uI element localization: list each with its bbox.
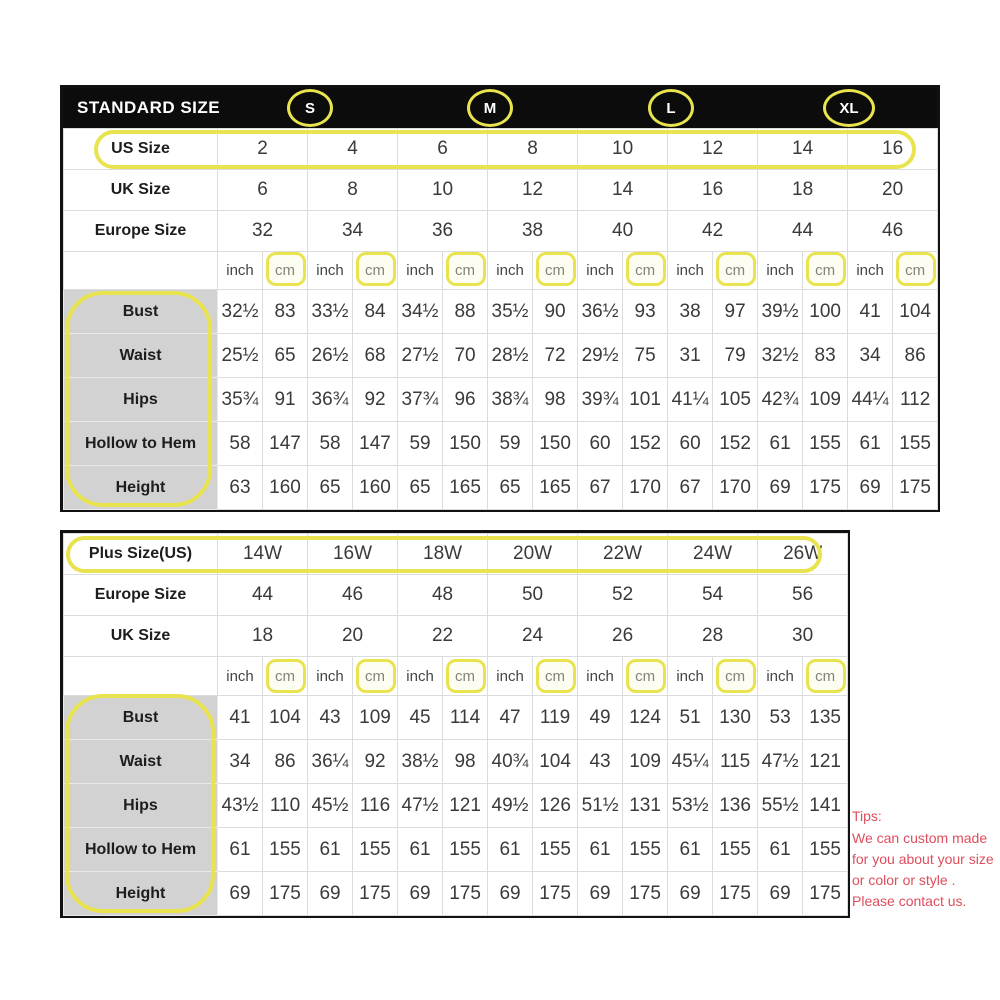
measure-cell: 61	[668, 828, 713, 872]
unit-cell: inch	[668, 252, 713, 290]
unit-cell: cm	[263, 252, 308, 290]
measure-cell: 150	[443, 422, 488, 466]
measure-cell: 131	[623, 784, 668, 828]
unit-cell: inch	[488, 657, 533, 696]
size-cell: 46	[308, 575, 398, 616]
measure-cell: 61	[488, 828, 533, 872]
size-cell: 30	[758, 616, 848, 657]
measure-cell: 93	[623, 290, 668, 334]
measure-cell: 69	[488, 872, 533, 916]
size-row	[64, 170, 938, 211]
size-cell: 20W	[488, 534, 578, 575]
measure-cell: 33½	[308, 290, 353, 334]
size-cell: 22	[398, 616, 488, 657]
tips-line: We can custom made	[852, 830, 988, 846]
measure-row	[64, 334, 938, 378]
measure-cell: 51	[668, 696, 713, 740]
measure-cell: 92	[353, 740, 398, 784]
measure-cell: 175	[263, 872, 308, 916]
measure-cell: 155	[803, 828, 848, 872]
tips-line: or color or style .	[852, 872, 956, 888]
measure-cell: 38½	[398, 740, 443, 784]
measure-cell: 65	[398, 466, 443, 510]
size-cell: 10	[398, 170, 488, 211]
unit-label-empty	[64, 657, 218, 696]
measure-cell: 114	[443, 696, 488, 740]
measure-cell: 51½	[578, 784, 623, 828]
measure-cell: 67	[578, 466, 623, 510]
measure-cell: 35½	[488, 290, 533, 334]
measure-cell: 61	[758, 828, 803, 872]
unit-cell: cm	[623, 252, 668, 290]
unit-cell: inch	[308, 252, 353, 290]
size-cell: 38	[488, 211, 578, 252]
measure-row	[64, 828, 848, 872]
size-cell: 22W	[578, 534, 668, 575]
measure-cell: 61	[398, 828, 443, 872]
measure-cell: 61	[758, 422, 803, 466]
size-cell: 12	[488, 170, 578, 211]
size-cell: 26	[578, 616, 668, 657]
measure-cell: 36¾	[308, 378, 353, 422]
measure-cell: 175	[803, 872, 848, 916]
measure-cell: 36¼	[308, 740, 353, 784]
measure-cell: 31	[668, 334, 713, 378]
measure-cell: 26½	[308, 334, 353, 378]
measure-row	[64, 422, 938, 466]
unit-cell: inch	[488, 252, 533, 290]
measure-cell: 105	[713, 378, 758, 422]
measure-cell: 175	[713, 872, 758, 916]
size-cell: 34	[308, 211, 398, 252]
measure-cell: 115	[713, 740, 758, 784]
size-letter-xl: XL	[823, 89, 875, 127]
measure-cell: 155	[713, 828, 758, 872]
measure-cell: 90	[533, 290, 578, 334]
measure-cell: 116	[353, 784, 398, 828]
measure-cell: 69	[308, 872, 353, 916]
unit-cell: cm	[443, 657, 488, 696]
measure-cell: 38	[668, 290, 713, 334]
measure-cell: 83	[803, 334, 848, 378]
measure-cell: 155	[893, 422, 938, 466]
measure-cell: 47	[488, 696, 533, 740]
size-cell: 26W	[758, 534, 848, 575]
size-cell: 16	[848, 129, 938, 170]
measure-cell: 109	[353, 696, 398, 740]
measure-cell: 61	[218, 828, 263, 872]
measure-cell: 98	[443, 740, 488, 784]
unit-cell: cm	[353, 252, 398, 290]
measure-row	[64, 466, 938, 510]
measure-cell: 42¾	[758, 378, 803, 422]
size-cell: 14	[578, 170, 668, 211]
unit-cell: inch	[308, 657, 353, 696]
measure-cell: 32½	[758, 334, 803, 378]
measure-cell: 135	[803, 696, 848, 740]
measure-cell: 28½	[488, 334, 533, 378]
row-label: Hips	[64, 784, 218, 828]
size-cell: 16	[668, 170, 758, 211]
unit-cell: cm	[713, 252, 758, 290]
size-cell: 8	[308, 170, 398, 211]
measure-cell: 39¾	[578, 378, 623, 422]
measure-cell: 160	[263, 466, 308, 510]
unit-cell: inch	[398, 657, 443, 696]
measure-cell: 109	[623, 740, 668, 784]
measure-cell: 175	[893, 466, 938, 510]
measure-cell: 47½	[398, 784, 443, 828]
measure-cell: 104	[533, 740, 578, 784]
size-row	[64, 575, 848, 616]
measure-cell: 175	[443, 872, 488, 916]
measure-cell: 88	[443, 290, 488, 334]
measure-cell: 92	[353, 378, 398, 422]
size-cell: 10	[578, 129, 668, 170]
measure-cell: 49	[578, 696, 623, 740]
measure-cell: 155	[353, 828, 398, 872]
measure-cell: 55½	[758, 784, 803, 828]
measure-cell: 86	[263, 740, 308, 784]
size-cell: 20	[848, 170, 938, 211]
measure-cell: 43½	[218, 784, 263, 828]
measure-cell: 59	[488, 422, 533, 466]
measure-cell: 150	[533, 422, 578, 466]
row-label: UK Size	[64, 616, 218, 657]
measure-cell: 98	[533, 378, 578, 422]
size-cell: 18W	[398, 534, 488, 575]
measure-cell: 72	[533, 334, 578, 378]
measure-cell: 130	[713, 696, 758, 740]
measure-cell: 59	[398, 422, 443, 466]
measure-cell: 43	[308, 696, 353, 740]
size-cell: 24	[488, 616, 578, 657]
measure-cell: 69	[668, 872, 713, 916]
measure-cell: 75	[623, 334, 668, 378]
measure-cell: 61	[308, 828, 353, 872]
measure-cell: 152	[713, 422, 758, 466]
measure-cell: 58	[308, 422, 353, 466]
measure-cell: 100	[803, 290, 848, 334]
size-cell: 14	[758, 129, 848, 170]
standard-size-table	[60, 85, 940, 512]
measure-row	[64, 740, 848, 784]
unit-cell: inch	[578, 252, 623, 290]
size-letter-m: M	[467, 89, 513, 127]
measure-cell: 61	[578, 828, 623, 872]
measure-cell: 58	[218, 422, 263, 466]
measure-cell: 97	[713, 290, 758, 334]
measure-cell: 38¾	[488, 378, 533, 422]
measure-cell: 68	[353, 334, 398, 378]
measure-cell: 32½	[218, 290, 263, 334]
row-label: Bust	[64, 290, 218, 334]
measure-cell: 83	[263, 290, 308, 334]
measure-cell: 84	[353, 290, 398, 334]
standard-size-title: STANDARD SIZE	[77, 98, 221, 117]
unit-cell: inch	[218, 657, 263, 696]
measure-cell: 155	[533, 828, 578, 872]
unit-cell: inch	[398, 252, 443, 290]
measure-cell: 69	[578, 872, 623, 916]
measure-cell: 61	[848, 422, 893, 466]
measure-cell: 79	[713, 334, 758, 378]
measure-cell: 40¾	[488, 740, 533, 784]
measure-cell: 67	[668, 466, 713, 510]
tips-title: Tips:	[852, 808, 882, 824]
measure-cell: 29½	[578, 334, 623, 378]
measure-cell: 45¼	[668, 740, 713, 784]
measure-cell: 136	[713, 784, 758, 828]
size-cell: 12	[668, 129, 758, 170]
measure-row	[64, 290, 938, 334]
measure-cell: 170	[713, 466, 758, 510]
size-cell: 46	[848, 211, 938, 252]
measure-cell: 175	[623, 872, 668, 916]
size-cell: 32	[218, 211, 308, 252]
row-label: US Size	[64, 129, 218, 170]
row-label: UK Size	[64, 170, 218, 211]
size-cell: 20	[308, 616, 398, 657]
measure-cell: 45	[398, 696, 443, 740]
unit-cell: cm	[893, 252, 938, 290]
measure-cell: 104	[893, 290, 938, 334]
measure-cell: 175	[803, 466, 848, 510]
measure-cell: 36½	[578, 290, 623, 334]
measure-cell: 101	[623, 378, 668, 422]
measure-cell: 170	[623, 466, 668, 510]
size-cell: 16W	[308, 534, 398, 575]
measure-cell: 34	[848, 334, 893, 378]
measure-cell: 160	[353, 466, 398, 510]
row-label: Hips	[64, 378, 218, 422]
size-letter-s: S	[287, 89, 333, 127]
measure-cell: 41¼	[668, 378, 713, 422]
size-cell: 18	[758, 170, 848, 211]
measure-cell: 44¼	[848, 378, 893, 422]
measure-cell: 104	[263, 696, 308, 740]
plus-size-grid	[63, 533, 848, 916]
measure-cell: 35¾	[218, 378, 263, 422]
measure-cell: 110	[263, 784, 308, 828]
size-cell: 50	[488, 575, 578, 616]
measure-cell: 152	[623, 422, 668, 466]
measure-cell: 96	[443, 378, 488, 422]
measure-cell: 155	[443, 828, 488, 872]
size-cell: 24W	[668, 534, 758, 575]
measure-cell: 175	[353, 872, 398, 916]
unit-cell: inch	[758, 252, 803, 290]
unit-cell: cm	[533, 252, 578, 290]
unit-row	[64, 657, 848, 696]
measure-cell: 25½	[218, 334, 263, 378]
measure-cell: 63	[218, 466, 263, 510]
measure-cell: 41	[848, 290, 893, 334]
measure-cell: 49½	[488, 784, 533, 828]
measure-cell: 69	[398, 872, 443, 916]
size-cell: 52	[578, 575, 668, 616]
size-cell: 4	[308, 129, 398, 170]
size-cell: 28	[668, 616, 758, 657]
unit-cell: inch	[848, 252, 893, 290]
measure-row	[64, 872, 848, 916]
measure-cell: 65	[263, 334, 308, 378]
measure-cell: 65	[488, 466, 533, 510]
measure-cell: 165	[443, 466, 488, 510]
measure-cell: 37¾	[398, 378, 443, 422]
size-row	[64, 129, 938, 170]
measure-cell: 119	[533, 696, 578, 740]
size-row	[64, 211, 938, 252]
standard-size-grid	[63, 128, 938, 510]
measure-cell: 124	[623, 696, 668, 740]
measure-row	[64, 696, 848, 740]
size-cell: 14W	[218, 534, 308, 575]
measure-cell: 141	[803, 784, 848, 828]
unit-cell: cm	[623, 657, 668, 696]
measure-cell: 69	[758, 466, 803, 510]
size-cell: 42	[668, 211, 758, 252]
measure-cell: 147	[353, 422, 398, 466]
measure-cell: 53½	[668, 784, 713, 828]
row-label: Waist	[64, 740, 218, 784]
row-label: Bust	[64, 696, 218, 740]
measure-cell: 27½	[398, 334, 443, 378]
unit-cell: cm	[533, 657, 578, 696]
plus-size-table	[60, 530, 850, 918]
measure-cell: 147	[263, 422, 308, 466]
measure-cell: 60	[578, 422, 623, 466]
row-label: Europe Size	[64, 575, 218, 616]
unit-cell: cm	[713, 657, 758, 696]
tips-line: for you about your size	[852, 851, 994, 867]
unit-row	[64, 252, 938, 290]
size-cell: 18	[218, 616, 308, 657]
measure-cell: 70	[443, 334, 488, 378]
tips-note	[852, 806, 998, 912]
standard-size-header	[63, 88, 937, 128]
unit-label-empty	[64, 252, 218, 290]
measure-cell: 175	[533, 872, 578, 916]
row-label: Hollow to Hem	[64, 422, 218, 466]
measure-cell: 65	[308, 466, 353, 510]
measure-cell: 69	[758, 872, 803, 916]
measure-cell: 86	[893, 334, 938, 378]
row-label: Waist	[64, 334, 218, 378]
unit-cell: cm	[803, 657, 848, 696]
tips-line: Please contact us.	[852, 893, 967, 909]
size-cell: 2	[218, 129, 308, 170]
size-cell: 44	[758, 211, 848, 252]
size-cell: 56	[758, 575, 848, 616]
measure-cell: 109	[803, 378, 848, 422]
measure-cell: 112	[893, 378, 938, 422]
unit-cell: cm	[443, 252, 488, 290]
size-cell: 36	[398, 211, 488, 252]
size-cell: 44	[218, 575, 308, 616]
unit-cell: inch	[578, 657, 623, 696]
measure-cell: 165	[533, 466, 578, 510]
size-letter-l: L	[648, 89, 694, 127]
unit-cell: cm	[803, 252, 848, 290]
measure-cell: 155	[623, 828, 668, 872]
size-cell: 40	[578, 211, 668, 252]
unit-cell: inch	[218, 252, 263, 290]
row-label: Height	[64, 466, 218, 510]
row-label: Hollow to Hem	[64, 828, 218, 872]
measure-cell: 60	[668, 422, 713, 466]
measure-cell: 155	[263, 828, 308, 872]
size-cell: 6	[218, 170, 308, 211]
measure-cell: 34	[218, 740, 263, 784]
measure-row	[64, 378, 938, 422]
unit-cell: inch	[758, 657, 803, 696]
unit-cell: inch	[668, 657, 713, 696]
measure-cell: 91	[263, 378, 308, 422]
measure-cell: 121	[803, 740, 848, 784]
measure-cell: 41	[218, 696, 263, 740]
size-cell: 6	[398, 129, 488, 170]
row-label: Height	[64, 872, 218, 916]
size-row	[64, 534, 848, 575]
unit-cell: cm	[263, 657, 308, 696]
size-row	[64, 616, 848, 657]
measure-cell: 155	[803, 422, 848, 466]
measure-cell: 47½	[758, 740, 803, 784]
measure-cell: 53	[758, 696, 803, 740]
size-cell: 48	[398, 575, 488, 616]
measure-cell: 69	[218, 872, 263, 916]
measure-cell: 39½	[758, 290, 803, 334]
measure-cell: 34½	[398, 290, 443, 334]
measure-cell: 45½	[308, 784, 353, 828]
measure-cell: 121	[443, 784, 488, 828]
unit-cell: cm	[353, 657, 398, 696]
measure-cell: 69	[848, 466, 893, 510]
row-label: Europe Size	[64, 211, 218, 252]
measure-cell: 126	[533, 784, 578, 828]
size-cell: 8	[488, 129, 578, 170]
row-label: Plus Size(US)	[64, 534, 218, 575]
size-cell: 54	[668, 575, 758, 616]
measure-cell: 43	[578, 740, 623, 784]
measure-row	[64, 784, 848, 828]
